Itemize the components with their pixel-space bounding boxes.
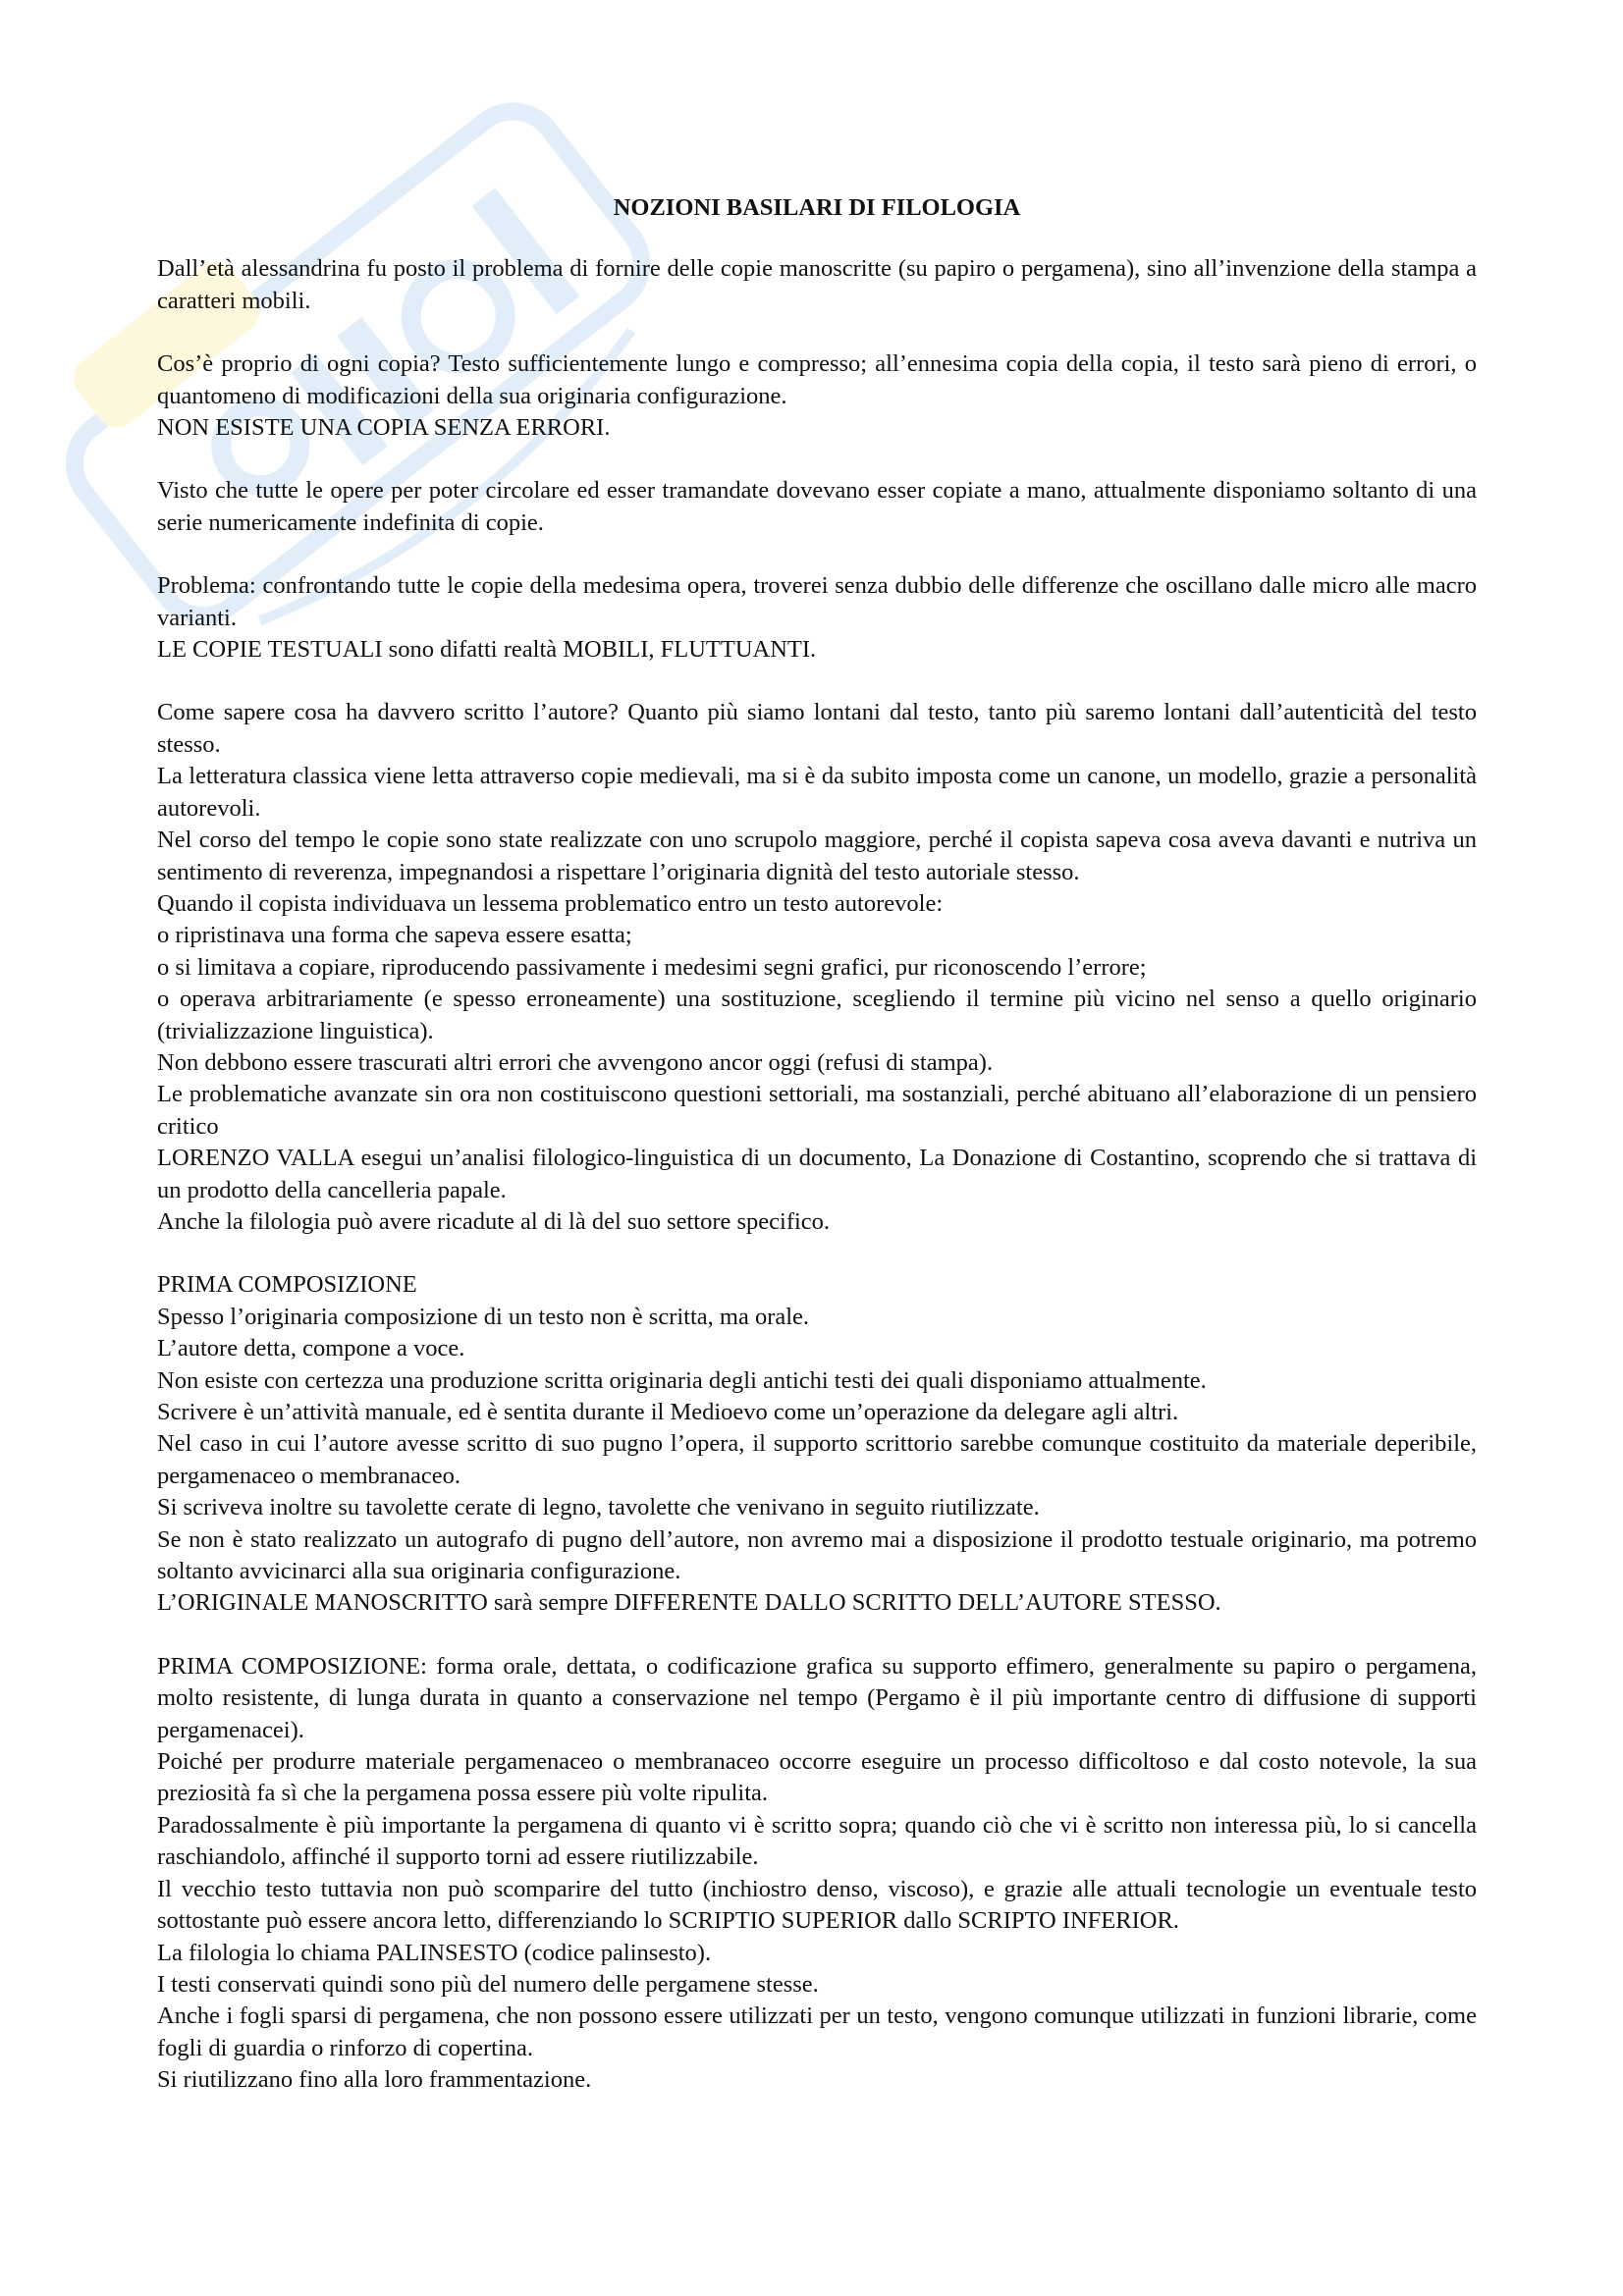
paragraph: PRIMA COMPOSIZIONE: forma orale, dettata, o codificazione grafica su supporto effimero, generalmente su papiro o pergamena, molto resistente, di lunga durata in quanto a conservazione nel tempo (Pergamo è il più importante centro di diffusione di supporti pergamenacei). [157, 1652, 1477, 1743]
paragraph: Anche i fogli sparsi di pergamena, che non possono essere utilizzati per un testo, vengono comunque utilizzati in funzioni librarie, come fogli di guardia o rinforzo di copertina. [157, 2002, 1477, 2061]
section-heading: PRIMA COMPOSIZIONE [157, 1271, 417, 1299]
paragraph: L’ORIGINALE MANOSCRITTO sarà sempre DIFFERENTE DALLO SCRITTO DELL’AUTORE STESSO. [157, 1589, 1221, 1617]
paragraph: Come sapere cosa ha davvero scritto l’autore? Quanto più siamo lontani dal testo, tanto più saremo lontani dall’autenticità del testo stesso. [157, 699, 1477, 758]
paragraph: LORENZO VALLA esegui un’analisi filologico-linguistica di un documento, La Donazione di Costantino, scoprendo che si trattava di un prodotto della cancelleria papale. [157, 1145, 1477, 1203]
paragraph: Spesso l’originaria composizione di un testo non è scritta, ma orale. [157, 1303, 810, 1330]
page-title: NOZIONI BASILARI DI FILOLOGIA [613, 194, 1021, 221]
paragraph: Scrivere è un’attività manuale, ed è sentita durante il Medioevo come un’operazione da delegare agli altri. [157, 1399, 1179, 1425]
paragraph: Se non è stato realizzato un autografo di pugno dell’autore, non avremo mai a disposizione il prodotto testuale originario, ma potremo soltanto avvicinarci alla sua originaria configurazione. [157, 1525, 1477, 1585]
paragraph: Nel corso del tempo le copie sono state realizzate con uno scrupolo maggiore, perché il copista sapeva cosa aveva davanti e nutriva un sentimento di reverenza, impegnandosi a rispettare l’originaria dignità del testo autoriale stesso. [157, 827, 1477, 885]
list-item: o si limitava a copiare, riproducendo passivamente i medesimi segni grafici, pur riconoscendo l’errore; [157, 953, 1147, 981]
document-page [157, 192, 1477, 2097]
paragraph: Paradossalmente è più importante la pergamena di quanto vi è scritto sopra; quando ciò che vi è scritto non interessa più, lo si cancella raschiandolo, affinché il supporto torni ad essere riutilizzabile. [157, 1811, 1477, 1871]
paragraph: Poiché per produrre materiale pergamenaceo o membranaceo occorre eseguire un processo difficoltoso e dal costo notevole, la sua preziosità fa sì che la pergamena possa essere più volte ripulita. [157, 1748, 1477, 1807]
paragraph: Non esiste con certezza una produzione scritta originaria degli antichi testi dei quali disponiamo attualmente. [157, 1366, 1207, 1394]
paragraph: Quando il copista individuava un lessema problematico entro un testo autorevole: [157, 889, 944, 917]
paragraph: La letteratura classica viene letta attraverso copie medievali, ma si è da subito imposta come un canone, un modello, grazie a personalità autorevoli. [157, 763, 1477, 822]
paragraph: Le problematiche avanzate sin ora non costituiscono questioni settoriali, ma sostanziali, perché abituano all’elaborazione di un pensiero critico [157, 1081, 1477, 1140]
paragraph: Si scriveva inoltre su tavolette cerate di legno, tavolette che venivano in seguito riutilizzate. [157, 1494, 1040, 1522]
paragraph: Visto che tutte le opere per poter circolare ed esser tramandate dovevano esser copiate a mano, attualmente disponiamo soltanto di una serie numericamente indefinita di copie. [157, 477, 1477, 536]
paragraph: Si riutilizzano fino alla loro frammentazione. [157, 2066, 592, 2094]
paragraph: La filologia lo chiama PALINSESTO (codice palinsesto). [157, 1939, 712, 1966]
paragraph: I testi conservati quindi sono più del numero delle pergamene stesse. [157, 1970, 819, 1998]
paragraph: Cos’è proprio di ogni copia? Testo sufficientemente lungo e compresso; all’ennesima copia della copia, il testo sarà pieno di errori, o quantomeno di modificazioni della sua originaria configurazione. [157, 350, 1477, 409]
paragraph: Non debbono essere trascurati altri errori che avvengono ancor oggi (refusi di stampa). [157, 1048, 994, 1076]
paragraph: Il vecchio testo tuttavia non può scomparire del tutto (inchiostro denso, viscoso), e grazie alle attuali tecnologie un eventuale testo sottostante può essere ancora letto, differenziando lo SCRIPTIO SUPERIOR dallo SCRIPTO INFERIOR. [157, 1875, 1477, 1935]
paragraph: Nel caso in cui l’autore avesse scritto di suo pugno l’opera, il supporto scrittorio sarebbe comunque costituito da materiale deperibile, pergamenaceo o membranaceo. [157, 1430, 1477, 1489]
paragraph: L’autore detta, compone a voce. [157, 1335, 465, 1362]
paragraph: NON ESISTE UNA COPIA SENZA ERRORI. [157, 414, 611, 442]
paragraph: Anche la filologia può avere ricadute al di là del suo settore specifico. [157, 1207, 831, 1235]
list-item: o operava arbitrariamente (e spesso erroneamente) una sostituzione, scegliendo il termine più vicino nel senso a quello originario (trivializzazione linguistica). [157, 986, 1477, 1044]
paragraph: Dall’età alessandrina fu posto il problema di fornire delle copie manoscritte (su papiro o pergamena), sino all’invenzione della stampa a caratteri mobili. [157, 255, 1477, 314]
paragraph: LE COPIE TESTUALI sono difatti realtà MOBILI, FLUTTUANTI. [157, 636, 817, 664]
paragraph: Problema: confrontando tutte le copie della medesima opera, troverei senza dubbio delle differenze che oscillano dalle micro alle macro varianti. [157, 572, 1477, 631]
list-item: o ripristinava una forma che sapeva essere esatta; [157, 922, 632, 949]
